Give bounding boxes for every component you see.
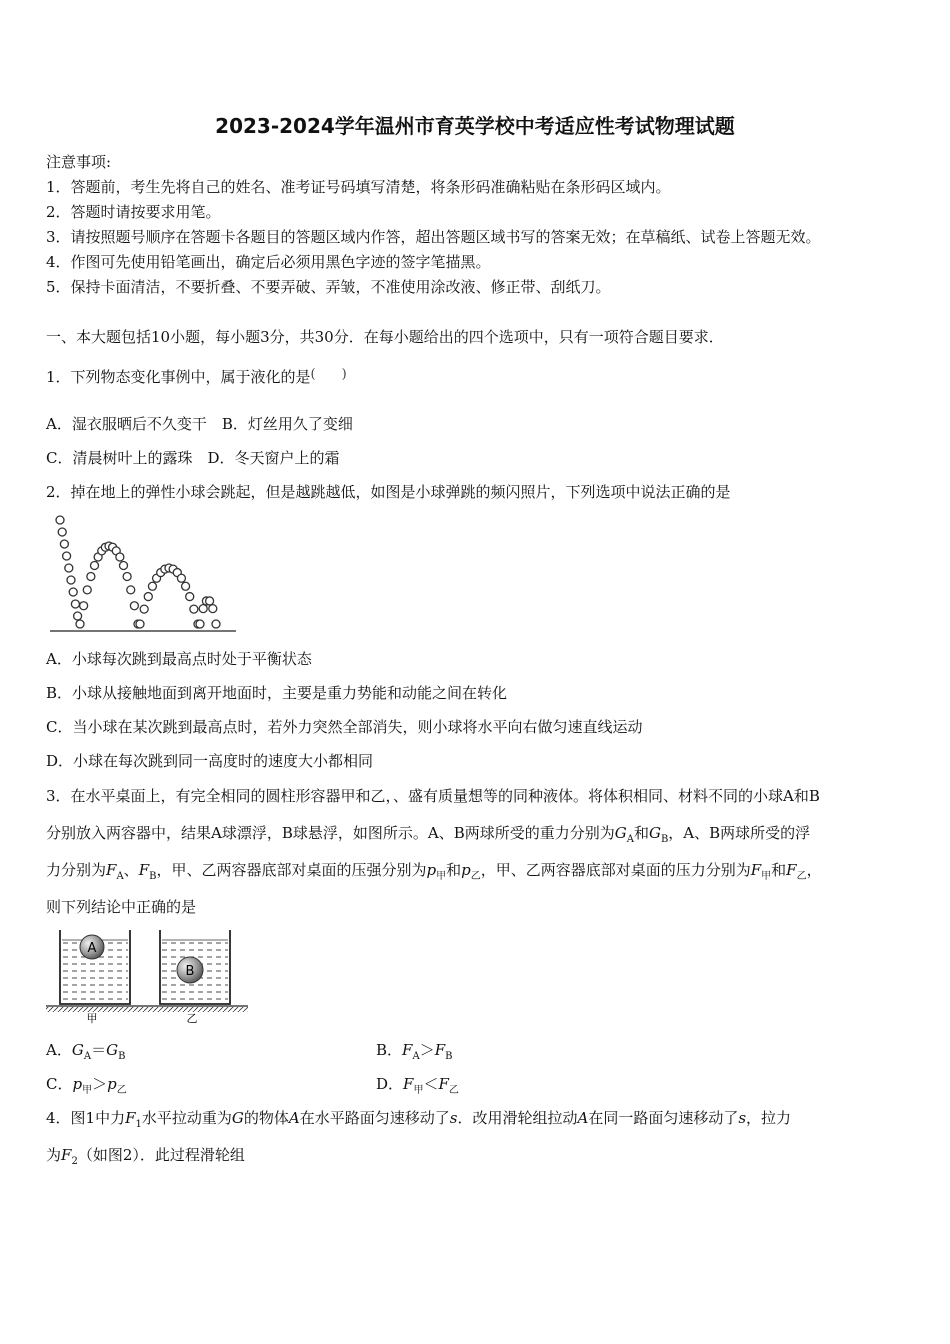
- ball-flash: [56, 516, 64, 524]
- q4-var: F: [61, 1146, 72, 1164]
- question-3-line: [46, 823, 810, 850]
- q3-text: ＞: [92, 1075, 108, 1093]
- ball-flash: [69, 588, 77, 596]
- q2-option: B．小球从接触地面到离开地面时，主要是重力势能和动能之间在转化: [46, 684, 508, 702]
- q3-text: ＝: [91, 1041, 107, 1059]
- q4-var: G: [231, 1109, 244, 1127]
- q3-text: ＜: [423, 1075, 439, 1093]
- q3-text: A．: [46, 1041, 72, 1059]
- q3-text: ，甲、乙两容器底部对桌面的压强分别为: [156, 861, 427, 879]
- q3-var: F: [434, 1041, 446, 1059]
- label-yi: 乙: [186, 1012, 198, 1024]
- q3-var: G: [71, 1041, 84, 1059]
- ball-flash: [182, 582, 190, 590]
- notice-heading: 注意事项:: [46, 153, 112, 171]
- ball-flash: [140, 605, 148, 613]
- q2-option: D．小球在每次跳到同一高度时的速度大小都相同: [46, 752, 374, 770]
- q3-var: p: [72, 1075, 83, 1093]
- q3-var: p: [426, 861, 437, 879]
- ball-flash: [83, 586, 91, 594]
- q4-text: 在水平路面匀速移动了: [299, 1109, 450, 1127]
- label-jia: 甲: [86, 1012, 98, 1024]
- q3-sub: A: [83, 1051, 92, 1062]
- q3-sub: 乙: [796, 871, 807, 882]
- q3-sub: 甲: [413, 1085, 424, 1096]
- ball-flash: [60, 540, 68, 548]
- ball-flash: [186, 593, 194, 601]
- ball-flash: [148, 582, 156, 590]
- q4-text: ．改用滑轮组拉动: [457, 1109, 578, 1127]
- q3-text: ，甲、乙两容器底部对桌面的压力分别为: [480, 861, 751, 879]
- q3-text: B．: [376, 1041, 403, 1059]
- question-3-line: 则下列结论中正确的是: [46, 898, 197, 916]
- question-3-line: 3．在水平桌面上，有完全相同的圆柱形容器甲和乙，、盛有质量想等的同种液体。将体积相同、材料不同的小球A和B: [46, 787, 820, 805]
- containers-figure: [44, 926, 254, 1024]
- notice-item: 2．答题时请按要求用笔。: [46, 203, 221, 221]
- q3-var: p: [461, 861, 471, 879]
- q3-text: ，A、B两球所受的浮: [668, 824, 811, 842]
- question-2-stem: 2．掉在地上的弹性小球会跳起，但是越跳越低，如图是小球弹跳的频闪照片，下列选项中说法正确的是: [46, 483, 731, 501]
- q3-text: 分别放入两容器中，结果A球漂浮，B球悬浮，如图所示。A、B两球所受的重力分别为: [46, 824, 615, 842]
- ball-flash: [67, 576, 75, 584]
- ball-a-label: A: [87, 941, 97, 956]
- ball-flash: [120, 562, 128, 570]
- q4-text: ，拉力: [746, 1109, 792, 1127]
- q4-var: A: [577, 1109, 589, 1127]
- q3-var: F: [403, 1075, 414, 1093]
- question-3-line: [46, 860, 822, 887]
- ball-flash: [199, 605, 207, 613]
- q3-sub: B: [118, 1051, 126, 1062]
- bouncing-ball-figure: [48, 514, 238, 636]
- q3-text: 和: [446, 861, 462, 879]
- ball-flash: [123, 572, 131, 580]
- ball-flash: [144, 593, 152, 601]
- q3-var: F: [402, 1041, 413, 1059]
- q3-sub: A: [412, 1051, 420, 1062]
- ball-flash: [212, 620, 220, 628]
- notice-item: 5．保持卡面清洁，不要折叠、不要弄破、弄皱，不准使用涂改液、修正带、刮纸刀。: [46, 278, 611, 296]
- q3-sub: A: [626, 834, 634, 845]
- q3-var: G: [106, 1041, 119, 1059]
- q3-text: 和: [633, 824, 649, 842]
- ball-flash: [136, 620, 144, 628]
- q3-var: G: [614, 824, 627, 842]
- notice-item: 3．请按照题号顺序在答题卡各题目的答题区域内作答，超出答题区域书写的答案无效；在草稿纸、试卷上答题无效。: [46, 228, 821, 246]
- notice-item: 4．作图可先使用铅笔画出，确定后必须用黑色字迹的签字笔描黑。: [46, 253, 491, 271]
- q2-option: C．当小球在某次跳到最高点时，若外力突然全部消失，则小球将水平向右做匀速直线运动: [46, 718, 643, 736]
- q3-sub: 乙: [470, 871, 481, 882]
- ball-flash: [76, 620, 84, 628]
- q1-paren: ( ): [310, 367, 347, 382]
- ball-flash: [58, 528, 66, 536]
- q3-var: G: [648, 824, 661, 842]
- q3-text: 、: [123, 861, 139, 879]
- section-heading: 一、本大题包括10小题，每小题3分，共30分．在每小题给出的四个选项中，只有一项符合题目要求．: [46, 328, 724, 346]
- q3-var: p: [107, 1075, 117, 1093]
- q3-option-b: [376, 1040, 452, 1067]
- q4-sub: 1: [135, 1119, 142, 1130]
- q4-text: （如图2）．此过程滑轮组: [77, 1146, 245, 1164]
- q3-sub: B: [445, 1051, 453, 1062]
- ball-flash: [209, 605, 217, 613]
- q3-text: 和: [771, 861, 787, 879]
- q3-text: 力分别为: [46, 861, 107, 879]
- q3-var: F: [106, 861, 117, 879]
- q4-text: 为: [46, 1146, 62, 1164]
- q1-options-ab: A．湿衣服晒后不久变干 B．灯丝用久了变细: [46, 415, 353, 433]
- ball-flash: [206, 597, 214, 605]
- q4-text: 4．图1中力: [46, 1109, 126, 1127]
- q3-text: D．: [376, 1075, 404, 1093]
- q1-stem-text: 1．下列物态变化事例中，属于液化的是: [46, 368, 311, 386]
- q3-sub: A: [116, 871, 124, 882]
- ball-flash: [80, 602, 88, 610]
- notice-item: 1．答题前，考生先将自己的姓名、准考证号码填写清楚，将条形码准确粘贴在条形码区域内。: [46, 178, 671, 196]
- q3-text: C．: [46, 1075, 73, 1093]
- ball-flash: [65, 564, 73, 572]
- q3-sub: 甲: [761, 871, 772, 882]
- q3-sub: 甲: [82, 1085, 93, 1096]
- question-4-line: [46, 1145, 245, 1172]
- q4-var: F: [125, 1109, 136, 1127]
- ball-flash: [74, 612, 82, 620]
- q3-option-a: [46, 1040, 125, 1067]
- q3-var: F: [750, 861, 762, 879]
- q1-options-cd: C．清晨树叶上的露珠 D．冬天窗户上的霜: [46, 449, 340, 467]
- q4-text: 在同一路面匀速移动了: [588, 1109, 739, 1127]
- q4-var: s: [449, 1109, 458, 1127]
- q4-text: 水平拉动重为: [141, 1109, 232, 1127]
- ball-flash: [87, 572, 95, 580]
- q3-var: F: [438, 1075, 449, 1093]
- q3-sub: 乙: [448, 1085, 459, 1096]
- ball-flash: [130, 602, 138, 610]
- q2-option: A．小球每次跳到最高点时处于平衡状态: [46, 650, 312, 668]
- q3-option-c: [46, 1074, 127, 1101]
- question-1-stem: [46, 365, 347, 387]
- q3-option-d: [376, 1074, 459, 1101]
- page-title: 2023-2024学年温州市育英学校中考适应性考试物理试题: [215, 114, 735, 138]
- ball-flash: [91, 562, 99, 570]
- q3-text: ＞: [419, 1041, 435, 1059]
- ball-flash: [63, 552, 71, 560]
- q4-sub: 2: [71, 1156, 78, 1167]
- q4-var: s: [738, 1109, 747, 1127]
- ball-flash: [196, 620, 204, 628]
- ball-flash: [127, 586, 135, 594]
- ball-flash: [177, 574, 185, 582]
- ball-flash: [190, 605, 198, 613]
- ball-flash: [116, 553, 124, 561]
- q3-text: ，: [806, 861, 822, 879]
- q3-sub: B: [660, 834, 669, 845]
- q4-text: 的物体: [243, 1109, 289, 1127]
- q3-sub: 乙: [116, 1085, 127, 1096]
- q3-var: F: [786, 861, 797, 879]
- q3-sub: B: [149, 871, 157, 882]
- q3-var: F: [138, 861, 150, 879]
- question-4-line: [46, 1108, 791, 1135]
- q3-sub: 甲: [436, 871, 447, 882]
- q4-var: A: [288, 1109, 300, 1127]
- ball-b-label: B: [185, 964, 195, 979]
- ball-flash: [71, 600, 79, 608]
